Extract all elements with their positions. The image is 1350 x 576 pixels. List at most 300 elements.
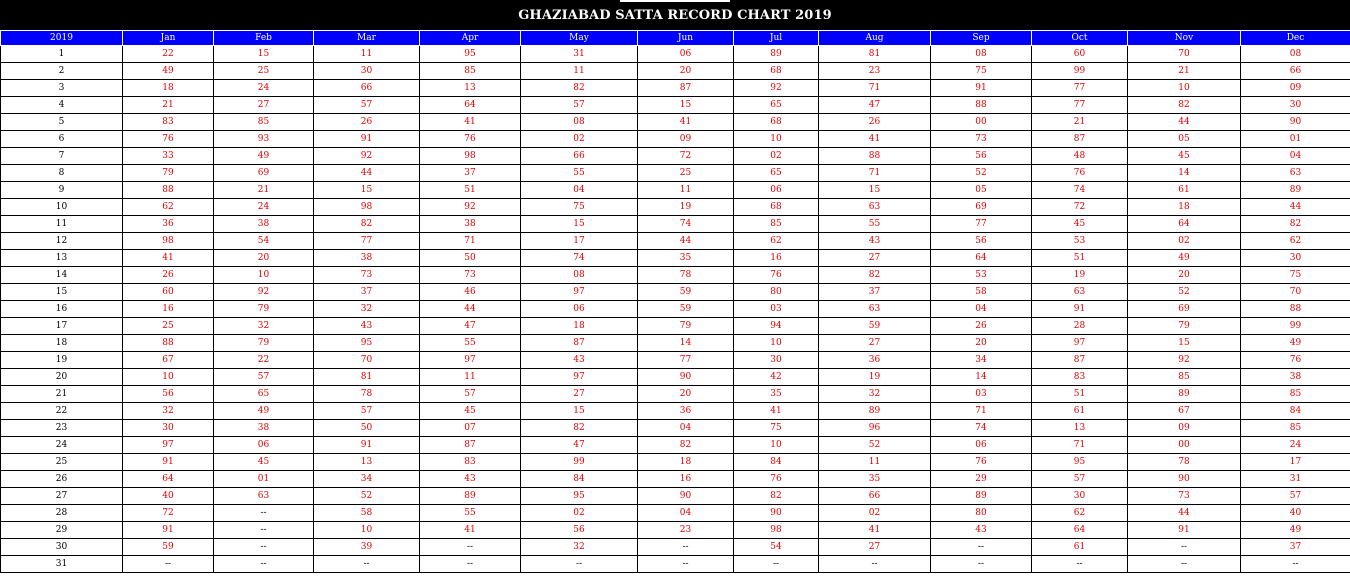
result-cell: 89 — [420, 488, 521, 505]
result-cell: 50 — [420, 250, 521, 267]
result-cell: 04 — [1241, 148, 1350, 165]
result-cell: 30 — [734, 352, 819, 369]
result-cell: 20 — [638, 386, 734, 403]
result-cell: 88 — [819, 148, 931, 165]
title-notch — [620, 0, 730, 2]
result-cell: 76 — [734, 267, 819, 284]
result-cell: 03 — [931, 386, 1032, 403]
result-cell: 21 — [214, 182, 314, 199]
result-cell: 41 — [638, 114, 734, 131]
result-cell: 15 — [638, 97, 734, 114]
result-cell: 10 — [123, 369, 214, 386]
result-cell: 91 — [314, 131, 420, 148]
result-cell: 19 — [1032, 267, 1128, 284]
result-cell: 29 — [931, 471, 1032, 488]
result-cell: 54 — [214, 233, 314, 250]
result-cell: 82 — [521, 80, 638, 97]
result-cell: 08 — [521, 267, 638, 284]
result-cell: 88 — [123, 335, 214, 352]
result-cell: 87 — [1032, 131, 1128, 148]
result-cell: 56 — [931, 148, 1032, 165]
result-cell: 02 — [819, 505, 931, 522]
result-cell: 77 — [931, 216, 1032, 233]
result-cell: 66 — [521, 148, 638, 165]
result-cell: 76 — [931, 454, 1032, 471]
result-cell: 05 — [931, 182, 1032, 199]
result-cell: 82 — [314, 216, 420, 233]
result-cell: 02 — [734, 148, 819, 165]
result-cell: 73 — [1128, 488, 1241, 505]
result-cell: 10 — [734, 335, 819, 352]
result-cell: 20 — [214, 250, 314, 267]
result-cell: 07 — [420, 420, 521, 437]
result-cell: 31 — [521, 46, 638, 63]
result-cell: 76 — [420, 131, 521, 148]
result-cell: 59 — [123, 539, 214, 556]
result-cell: 14 — [1128, 165, 1241, 182]
result-cell: 89 — [819, 403, 931, 420]
day-cell: 21 — [1, 386, 123, 403]
result-cell: 92 — [420, 199, 521, 216]
result-cell: 44 — [420, 301, 521, 318]
result-cell: 80 — [734, 284, 819, 301]
result-cell: 49 — [123, 63, 214, 80]
result-cell: 62 — [123, 199, 214, 216]
result-cell: 76 — [123, 131, 214, 148]
result-cell: 02 — [521, 131, 638, 148]
result-cell: 52 — [1128, 284, 1241, 301]
result-cell: 49 — [1128, 250, 1241, 267]
result-cell: 49 — [1241, 335, 1350, 352]
result-cell: 95 — [314, 335, 420, 352]
result-cell: -- — [638, 539, 734, 556]
result-cell: 88 — [931, 97, 1032, 114]
result-cell: 82 — [521, 420, 638, 437]
result-cell: 08 — [521, 114, 638, 131]
result-cell: 64 — [1128, 216, 1241, 233]
result-cell: 96 — [819, 420, 931, 437]
result-cell: 55 — [420, 335, 521, 352]
day-cell: 7 — [1, 148, 123, 165]
result-cell: 64 — [123, 471, 214, 488]
result-cell: 91 — [931, 80, 1032, 97]
result-cell: 91 — [314, 437, 420, 454]
day-cell: 10 — [1, 199, 123, 216]
result-cell: -- — [314, 556, 420, 573]
result-cell: 71 — [420, 233, 521, 250]
result-cell: 53 — [1032, 233, 1128, 250]
result-cell: 00 — [931, 114, 1032, 131]
result-cell: 67 — [1128, 403, 1241, 420]
day-cell: 9 — [1, 182, 123, 199]
result-cell: 83 — [1032, 369, 1128, 386]
result-cell: 49 — [214, 403, 314, 420]
result-cell: 06 — [931, 437, 1032, 454]
header-month-mar: Mar — [314, 31, 420, 46]
result-cell: 45 — [1128, 148, 1241, 165]
result-cell: 81 — [819, 46, 931, 63]
result-cell: 84 — [521, 471, 638, 488]
result-cell: 43 — [521, 352, 638, 369]
table-row — [1, 97, 1350, 114]
table-row — [1, 114, 1350, 131]
result-cell: 61 — [1032, 539, 1128, 556]
result-cell: -- — [819, 556, 931, 573]
result-cell: 47 — [420, 318, 521, 335]
result-cell: 68 — [734, 63, 819, 80]
day-cell: 22 — [1, 403, 123, 420]
result-cell: -- — [214, 522, 314, 539]
result-cell: 72 — [638, 148, 734, 165]
result-cell: 24 — [1241, 437, 1350, 454]
result-cell: 55 — [420, 505, 521, 522]
result-cell: 35 — [638, 250, 734, 267]
result-cell: 30 — [1032, 488, 1128, 505]
result-cell: 62 — [734, 233, 819, 250]
result-cell: 87 — [1032, 352, 1128, 369]
result-cell: 89 — [1128, 386, 1241, 403]
result-cell: 24 — [214, 80, 314, 97]
result-cell: 56 — [123, 386, 214, 403]
result-cell: 72 — [1032, 199, 1128, 216]
result-cell: -- — [734, 556, 819, 573]
result-cell: 45 — [214, 454, 314, 471]
result-cell: -- — [1128, 539, 1241, 556]
result-cell: 32 — [123, 403, 214, 420]
table-row — [1, 284, 1350, 301]
result-cell: 97 — [420, 352, 521, 369]
result-cell: -- — [638, 556, 734, 573]
result-cell: 41 — [819, 522, 931, 539]
result-cell: 09 — [638, 131, 734, 148]
result-cell: -- — [1241, 556, 1350, 573]
result-cell: 59 — [819, 318, 931, 335]
result-cell: 56 — [521, 522, 638, 539]
result-cell: 20 — [931, 335, 1032, 352]
result-cell: 57 — [420, 386, 521, 403]
result-cell: 71 — [819, 165, 931, 182]
result-cell: 11 — [638, 182, 734, 199]
result-cell: 18 — [123, 80, 214, 97]
result-cell: 14 — [931, 369, 1032, 386]
day-cell: 24 — [1, 437, 123, 454]
result-cell: 27 — [819, 539, 931, 556]
result-cell: -- — [931, 539, 1032, 556]
result-cell: 98 — [734, 522, 819, 539]
day-cell: 13 — [1, 250, 123, 267]
result-cell: 73 — [420, 267, 521, 284]
result-cell: 14 — [638, 335, 734, 352]
table-header-row — [1, 31, 1350, 46]
day-cell: 5 — [1, 114, 123, 131]
result-cell: 08 — [1241, 46, 1350, 63]
result-cell: 27 — [521, 386, 638, 403]
result-cell: 30 — [1241, 250, 1350, 267]
table-row — [1, 46, 1350, 63]
day-cell: 31 — [1, 556, 123, 573]
result-cell: -- — [1032, 556, 1128, 573]
result-cell: 94 — [734, 318, 819, 335]
result-cell: 31 — [1241, 471, 1350, 488]
header-month-nov: Nov — [1128, 31, 1241, 46]
result-cell: 61 — [1032, 403, 1128, 420]
result-cell: 26 — [123, 267, 214, 284]
result-cell: 43 — [420, 471, 521, 488]
day-cell: 27 — [1, 488, 123, 505]
result-cell: 10 — [1128, 80, 1241, 97]
result-cell: 17 — [1241, 454, 1350, 471]
result-cell: 10 — [734, 131, 819, 148]
result-cell: 34 — [931, 352, 1032, 369]
result-cell: 38 — [214, 420, 314, 437]
result-cell: 37 — [420, 165, 521, 182]
result-cell: 67 — [123, 352, 214, 369]
day-cell: 20 — [1, 369, 123, 386]
day-cell: 8 — [1, 165, 123, 182]
result-cell: 63 — [214, 488, 314, 505]
result-cell: 30 — [314, 63, 420, 80]
result-cell: 58 — [314, 505, 420, 522]
result-cell: 64 — [931, 250, 1032, 267]
result-cell: 37 — [819, 284, 931, 301]
result-cell: 32 — [819, 386, 931, 403]
result-cell: 15 — [214, 46, 314, 63]
result-cell: 89 — [734, 46, 819, 63]
table-row — [1, 63, 1350, 80]
result-cell: 38 — [420, 216, 521, 233]
table-row — [1, 233, 1350, 250]
result-cell: 77 — [314, 233, 420, 250]
result-cell: 37 — [314, 284, 420, 301]
result-cell: 22 — [123, 46, 214, 63]
result-cell: 88 — [123, 182, 214, 199]
result-cell: 88 — [1241, 301, 1350, 318]
result-cell: 25 — [638, 165, 734, 182]
result-cell: 49 — [214, 148, 314, 165]
result-cell: 90 — [734, 505, 819, 522]
result-cell: 99 — [1032, 63, 1128, 80]
table-row — [1, 471, 1350, 488]
result-cell: 83 — [123, 114, 214, 131]
result-cell: 92 — [214, 284, 314, 301]
result-cell: 75 — [1241, 267, 1350, 284]
result-cell: 50 — [314, 420, 420, 437]
result-cell: 49 — [1241, 522, 1350, 539]
day-cell: 1 — [1, 46, 123, 63]
header-month-apr: Apr — [420, 31, 521, 46]
day-cell: 15 — [1, 284, 123, 301]
result-cell: 74 — [1032, 182, 1128, 199]
result-cell: 65 — [734, 97, 819, 114]
result-cell: 57 — [1241, 488, 1350, 505]
result-cell: 85 — [1241, 386, 1350, 403]
result-cell: 98 — [123, 233, 214, 250]
result-cell: 44 — [1241, 199, 1350, 216]
result-cell: 95 — [420, 46, 521, 63]
result-cell: 79 — [214, 301, 314, 318]
result-cell: 80 — [931, 505, 1032, 522]
result-cell: 63 — [819, 199, 931, 216]
result-cell: -- — [420, 556, 521, 573]
result-cell: 99 — [521, 454, 638, 471]
result-cell: 11 — [314, 46, 420, 63]
result-cell: 24 — [214, 199, 314, 216]
result-cell: 04 — [521, 182, 638, 199]
result-cell: -- — [1128, 556, 1241, 573]
result-cell: 27 — [819, 335, 931, 352]
result-cell: 87 — [638, 80, 734, 97]
result-cell: 28 — [1032, 318, 1128, 335]
result-cell: 43 — [931, 522, 1032, 539]
day-cell: 14 — [1, 267, 123, 284]
result-cell: 52 — [819, 437, 931, 454]
result-cell: 11 — [819, 454, 931, 471]
result-cell: 44 — [638, 233, 734, 250]
result-cell: 18 — [521, 318, 638, 335]
result-cell: 64 — [1032, 522, 1128, 539]
result-cell: 98 — [314, 199, 420, 216]
result-cell: 89 — [1241, 182, 1350, 199]
result-cell: 69 — [1128, 301, 1241, 318]
result-cell: 75 — [931, 63, 1032, 80]
result-cell: 87 — [420, 437, 521, 454]
table-row — [1, 250, 1350, 267]
result-cell: 99 — [1241, 318, 1350, 335]
result-cell: 44 — [1128, 114, 1241, 131]
result-cell: 57 — [521, 97, 638, 114]
result-cell: 85 — [1241, 420, 1350, 437]
record-table — [0, 30, 1350, 573]
result-cell: 60 — [123, 284, 214, 301]
result-cell: 76 — [1032, 165, 1128, 182]
header-month-sep: Sep — [931, 31, 1032, 46]
day-cell: 16 — [1, 301, 123, 318]
result-cell: 43 — [314, 318, 420, 335]
result-cell: 59 — [638, 301, 734, 318]
result-cell: 71 — [931, 403, 1032, 420]
result-cell: 54 — [734, 539, 819, 556]
result-cell: 97 — [521, 284, 638, 301]
result-cell: 57 — [1032, 471, 1128, 488]
result-cell: 74 — [638, 216, 734, 233]
table-row — [1, 369, 1350, 386]
result-cell: 30 — [1241, 97, 1350, 114]
result-cell: 75 — [521, 199, 638, 216]
result-cell: 41 — [819, 131, 931, 148]
result-cell: 13 — [1032, 420, 1128, 437]
result-cell: 41 — [420, 522, 521, 539]
result-cell: 32 — [314, 301, 420, 318]
result-cell: 04 — [638, 420, 734, 437]
result-cell: 01 — [214, 471, 314, 488]
result-cell: 97 — [521, 369, 638, 386]
table-row — [1, 301, 1350, 318]
result-cell: 15 — [521, 403, 638, 420]
result-cell: 44 — [314, 165, 420, 182]
result-cell: 91 — [123, 454, 214, 471]
result-cell: -- — [420, 539, 521, 556]
result-cell: 62 — [1032, 505, 1128, 522]
result-cell: 36 — [819, 352, 931, 369]
result-cell: 15 — [819, 182, 931, 199]
table-row — [1, 267, 1350, 284]
result-cell: 66 — [1241, 63, 1350, 80]
result-cell: 87 — [521, 335, 638, 352]
table-row — [1, 335, 1350, 352]
result-cell: 92 — [734, 80, 819, 97]
result-cell: 18 — [1128, 199, 1241, 216]
result-cell: 95 — [1032, 454, 1128, 471]
result-cell: 42 — [734, 369, 819, 386]
result-cell: 71 — [819, 80, 931, 97]
result-cell: 85 — [214, 114, 314, 131]
result-cell: 26 — [819, 114, 931, 131]
result-cell: 63 — [819, 301, 931, 318]
table-row — [1, 148, 1350, 165]
result-cell: 05 — [1128, 131, 1241, 148]
result-cell: 21 — [1032, 114, 1128, 131]
result-cell: 68 — [734, 114, 819, 131]
result-cell: 82 — [819, 267, 931, 284]
table-row — [1, 505, 1350, 522]
result-cell: 59 — [638, 284, 734, 301]
result-cell: 84 — [734, 454, 819, 471]
result-cell: 09 — [1128, 420, 1241, 437]
result-cell: 79 — [123, 165, 214, 182]
result-cell: 04 — [931, 301, 1032, 318]
result-cell: 73 — [314, 267, 420, 284]
result-cell: 76 — [1241, 352, 1350, 369]
result-cell: 51 — [420, 182, 521, 199]
result-cell: 90 — [1128, 471, 1241, 488]
result-cell: 27 — [214, 97, 314, 114]
result-cell: 91 — [1128, 522, 1241, 539]
result-cell: 77 — [638, 352, 734, 369]
result-cell: 02 — [521, 505, 638, 522]
chart-title: GHAZIABAD SATTA RECORD CHART 2019 — [518, 7, 832, 23]
result-cell: 65 — [734, 165, 819, 182]
result-cell: 78 — [638, 267, 734, 284]
result-cell: -- — [931, 556, 1032, 573]
table-row — [1, 216, 1350, 233]
table-row — [1, 182, 1350, 199]
result-cell: 25 — [214, 63, 314, 80]
result-cell: 43 — [819, 233, 931, 250]
day-cell: 12 — [1, 233, 123, 250]
result-cell: 06 — [734, 182, 819, 199]
result-cell: 38 — [1241, 369, 1350, 386]
result-cell: -- — [214, 505, 314, 522]
result-cell: 06 — [214, 437, 314, 454]
result-cell: 75 — [734, 420, 819, 437]
result-cell: 37 — [1241, 539, 1350, 556]
result-cell: 95 — [521, 488, 638, 505]
table-row — [1, 386, 1350, 403]
result-cell: 56 — [931, 233, 1032, 250]
result-cell: 79 — [638, 318, 734, 335]
result-cell: 58 — [931, 284, 1032, 301]
result-cell: 57 — [314, 97, 420, 114]
result-cell: 77 — [1032, 80, 1128, 97]
result-cell: 38 — [314, 250, 420, 267]
day-cell: 23 — [1, 420, 123, 437]
result-cell: 55 — [819, 216, 931, 233]
result-cell: -- — [214, 556, 314, 573]
result-cell: 33 — [123, 148, 214, 165]
table-row — [1, 454, 1350, 471]
result-cell: 27 — [819, 250, 931, 267]
result-cell: 79 — [214, 335, 314, 352]
